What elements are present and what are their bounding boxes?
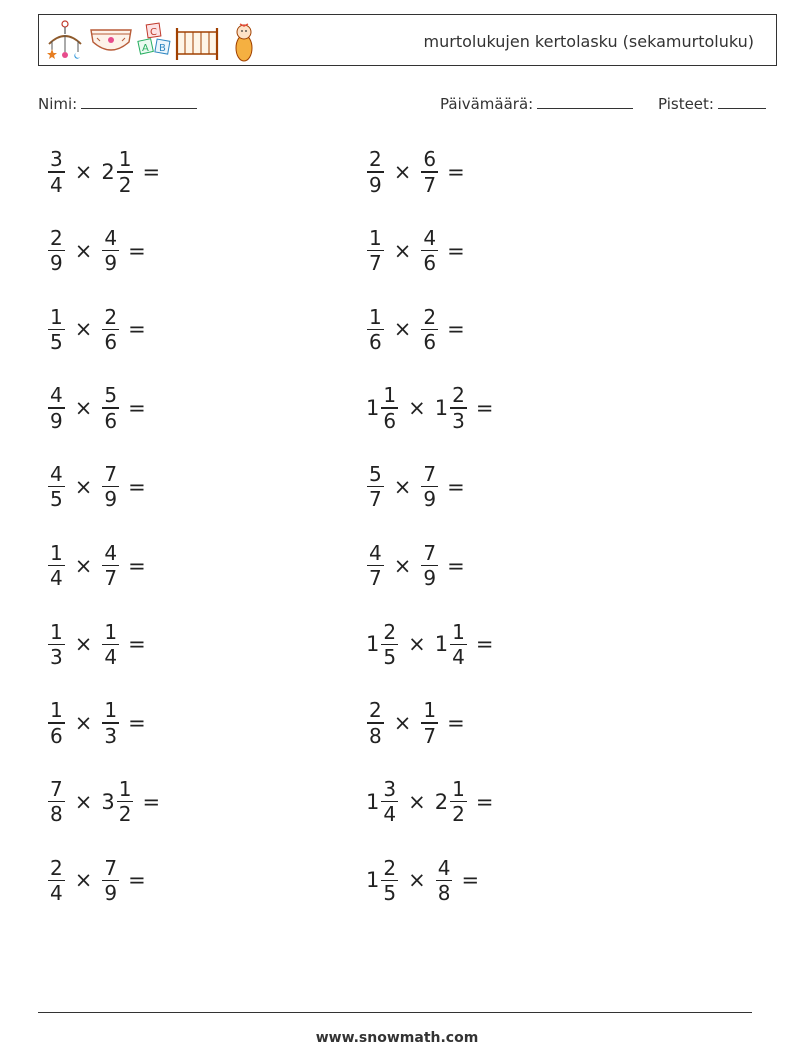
denominator: 2 [118, 172, 132, 197]
whole-number: 2 [101, 160, 115, 184]
fraction [421, 147, 438, 196]
denominator: 2 [452, 802, 465, 827]
whole-number: 1 [366, 632, 380, 657]
equals-sign: = [447, 474, 465, 499]
fraction [450, 383, 467, 432]
equals-sign: = [447, 710, 465, 735]
times-sign: × [74, 710, 93, 735]
numerator: 5 [369, 462, 382, 487]
numerator: 7 [104, 462, 118, 487]
equals-sign: = [128, 868, 146, 893]
problem-18 [366, 772, 493, 832]
problem-2 [366, 142, 465, 202]
fraction [48, 777, 65, 826]
fraction [421, 305, 438, 354]
swaddled-baby-icon [236, 24, 252, 61]
denominator: 9 [369, 172, 382, 197]
times-sign: × [74, 396, 93, 421]
denominator: 9 [104, 487, 118, 512]
denominator: 3 [104, 723, 118, 748]
equals-sign: = [142, 789, 161, 814]
denominator: 8 [437, 880, 451, 905]
numerator: 1 [383, 383, 397, 408]
header-icons [43, 18, 263, 64]
problem-13 [47, 614, 146, 674]
fraction [450, 777, 467, 826]
times-sign: × [74, 238, 93, 263]
denominator: 3 [50, 644, 63, 669]
baby-mobile-icon [47, 21, 81, 59]
fraction [381, 620, 398, 669]
whole-number: 2 [434, 789, 449, 814]
fraction [421, 226, 438, 275]
problem-3 [47, 221, 146, 281]
fraction [102, 383, 119, 432]
numerator: 4 [50, 462, 63, 487]
denominator: 6 [423, 330, 437, 355]
date-label: Päivämäärä: [440, 95, 534, 113]
denominator: 7 [369, 487, 382, 512]
times-sign: × [393, 474, 412, 499]
numerator: 1 [452, 619, 465, 644]
denominator: 6 [369, 330, 382, 355]
denominator: 9 [423, 566, 437, 591]
problem-9 [47, 457, 146, 517]
fraction [102, 462, 119, 511]
problem-4 [366, 221, 465, 281]
denominator: 4 [50, 172, 63, 197]
times-sign: × [74, 868, 93, 893]
diaper-icon [91, 30, 131, 50]
denominator: 9 [104, 251, 118, 276]
times-sign: × [408, 789, 426, 814]
denominator: 5 [50, 487, 63, 512]
denominator: 5 [383, 644, 397, 669]
fraction [117, 777, 134, 826]
fraction [381, 383, 398, 432]
fraction [421, 698, 438, 747]
times-sign: × [393, 317, 412, 342]
fraction [367, 698, 384, 747]
footer-divider [38, 1012, 752, 1013]
denominator: 9 [423, 487, 437, 512]
whole-number: 1 [366, 396, 380, 421]
denominator: 7 [423, 723, 437, 748]
whole-number: 3 [101, 789, 115, 814]
equals-sign: = [128, 396, 146, 421]
equals-sign: = [447, 317, 465, 342]
fraction [102, 698, 119, 747]
numerator: 4 [423, 226, 437, 251]
numerator: 3 [50, 147, 63, 172]
denominator: 3 [452, 408, 465, 433]
problem-15 [47, 693, 146, 753]
times-sign: × [74, 474, 93, 499]
fraction [102, 620, 119, 669]
numerator: 2 [423, 304, 437, 329]
equals-sign: = [447, 553, 465, 578]
problem-14 [366, 614, 493, 674]
numerator: 1 [423, 698, 437, 723]
score-label: Pisteet: [658, 95, 714, 113]
fraction [102, 856, 119, 905]
fraction [381, 777, 398, 826]
denominator: 4 [452, 644, 465, 669]
worksheet-title: murtolukujen kertolasku (sekamurtoluku) [423, 32, 754, 51]
footer-url[interactable]: www.snowmath.com [315, 1030, 479, 1046]
denominator: 8 [369, 723, 382, 748]
numerator: 4 [104, 226, 118, 251]
svg-text:A: A [142, 43, 149, 54]
denominator: 9 [104, 880, 118, 905]
times-sign: × [408, 632, 426, 657]
equals-sign: = [142, 160, 161, 184]
date-blank[interactable] [537, 94, 633, 109]
numerator: 4 [437, 855, 451, 880]
numerator: 1 [369, 226, 382, 251]
numerator: 1 [50, 540, 63, 565]
numerator: 4 [104, 540, 118, 565]
fraction [367, 462, 384, 511]
numerator: 1 [452, 776, 465, 801]
numerator: 6 [423, 147, 437, 172]
equals-sign: = [475, 632, 494, 657]
fraction [48, 462, 65, 511]
fraction [450, 620, 467, 669]
numerator: 2 [383, 619, 397, 644]
numerator: 2 [50, 855, 63, 880]
denominator: 7 [423, 172, 437, 197]
problem-1 [47, 142, 160, 202]
times-sign: × [393, 553, 412, 578]
fraction [117, 147, 134, 196]
date-field [440, 94, 633, 113]
numerator: 1 [50, 304, 63, 329]
name-field [38, 94, 197, 113]
times-sign: × [74, 317, 93, 342]
fraction [436, 856, 453, 905]
numerator: 7 [104, 855, 118, 880]
numerator: 4 [50, 383, 63, 408]
whole-number: 1 [434, 396, 449, 421]
denominator: 9 [50, 251, 63, 276]
numerator: 7 [423, 462, 437, 487]
svg-text:B: B [159, 43, 166, 54]
name-blank[interactable] [81, 94, 197, 109]
numerator: 1 [50, 698, 63, 723]
equals-sign: = [475, 396, 494, 421]
fraction [48, 856, 65, 905]
problem-5 [47, 299, 146, 359]
abc-blocks-icon [138, 23, 170, 54]
whole-number: 1 [366, 868, 380, 893]
numerator: 1 [118, 776, 132, 801]
denominator: 4 [50, 880, 63, 905]
denominator: 9 [50, 408, 63, 433]
problem-19 [47, 850, 146, 910]
numerator: 2 [369, 147, 382, 172]
fraction [102, 305, 119, 354]
numerator: 2 [104, 304, 118, 329]
problem-11 [47, 536, 146, 596]
fraction [48, 383, 65, 432]
numerator: 1 [369, 304, 382, 329]
times-sign: × [408, 396, 426, 421]
fraction [381, 856, 398, 905]
numerator: 3 [383, 776, 397, 801]
denominator: 4 [50, 566, 63, 591]
svg-text:C: C [150, 27, 157, 38]
equals-sign: = [128, 238, 146, 263]
times-sign: × [408, 868, 426, 893]
denominator: 5 [383, 880, 397, 905]
problem-6 [366, 299, 465, 359]
denominator: 7 [104, 566, 118, 591]
fraction [367, 305, 384, 354]
score-blank[interactable] [718, 94, 766, 109]
equals-sign: = [447, 160, 465, 184]
times-sign: × [393, 160, 412, 184]
times-sign: × [393, 710, 412, 735]
fraction [48, 698, 65, 747]
equals-sign: = [128, 553, 146, 578]
numerator: 1 [50, 619, 63, 644]
numerator: 1 [118, 147, 132, 172]
problem-12 [366, 536, 465, 596]
denominator: 6 [383, 408, 397, 433]
equals-sign: = [128, 632, 146, 657]
denominator: 7 [369, 251, 382, 276]
numerator: 7 [423, 540, 437, 565]
numerator: 1 [104, 698, 118, 723]
numerator: 4 [369, 540, 382, 565]
fraction [367, 147, 384, 196]
fraction [421, 462, 438, 511]
equals-sign: = [475, 789, 494, 814]
numerator: 2 [50, 226, 63, 251]
equals-sign: = [128, 710, 146, 735]
problem-16 [366, 693, 465, 753]
denominator: 7 [369, 566, 382, 591]
fraction [48, 620, 65, 669]
denominator: 5 [50, 330, 63, 355]
denominator: 4 [104, 644, 118, 669]
numerator: 2 [369, 698, 382, 723]
header-box [38, 14, 777, 66]
fraction [48, 147, 65, 196]
equals-sign: = [461, 868, 480, 893]
fraction [421, 541, 438, 590]
numerator: 7 [50, 776, 63, 801]
denominator: 2 [118, 802, 132, 827]
times-sign: × [393, 238, 412, 263]
fraction [367, 226, 384, 275]
equals-sign: = [128, 474, 146, 499]
denominator: 4 [383, 802, 397, 827]
times-sign: × [74, 160, 93, 184]
name-label: Nimi: [38, 95, 78, 113]
problem-10 [366, 457, 465, 517]
crib-icon [177, 28, 217, 60]
fraction [367, 541, 384, 590]
problem-8 [366, 378, 493, 438]
score-field [658, 94, 766, 113]
problem-20 [366, 850, 479, 910]
equals-sign: = [447, 238, 465, 263]
fraction [48, 226, 65, 275]
numerator: 2 [383, 855, 397, 880]
fraction [102, 541, 119, 590]
whole-number: 1 [366, 789, 380, 814]
numerator: 5 [104, 383, 118, 408]
denominator: 6 [104, 408, 118, 433]
problem-17 [47, 772, 160, 832]
numerator: 2 [452, 383, 465, 408]
denominator: 6 [423, 251, 437, 276]
times-sign: × [74, 553, 93, 578]
times-sign: × [74, 789, 93, 814]
fraction [48, 305, 65, 354]
denominator: 6 [50, 723, 63, 748]
denominator: 8 [50, 802, 63, 827]
equals-sign: = [128, 317, 146, 342]
denominator: 6 [104, 330, 118, 355]
numerator: 1 [104, 619, 118, 644]
times-sign: × [74, 632, 93, 657]
whole-number: 1 [434, 632, 449, 657]
fraction [48, 541, 65, 590]
fraction [102, 226, 119, 275]
problem-7 [47, 378, 146, 438]
